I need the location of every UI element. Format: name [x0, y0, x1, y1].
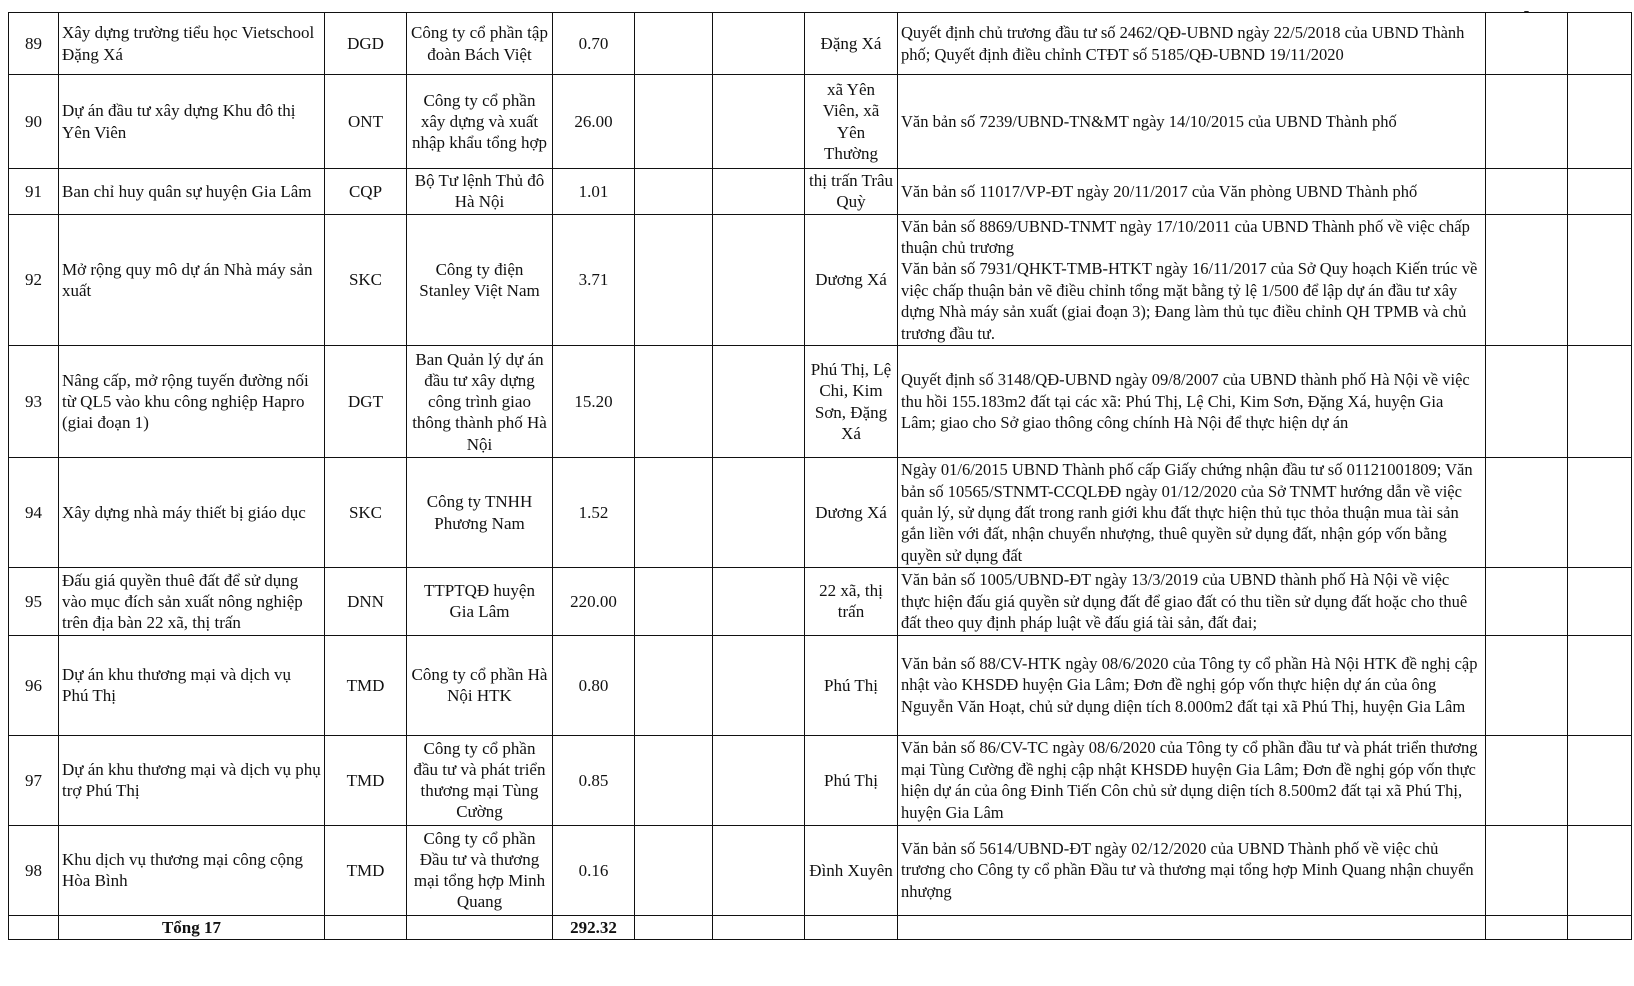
empty-cell: [1568, 169, 1632, 215]
row-number-cell: 92: [9, 214, 59, 346]
area-cell: 0.80: [553, 635, 635, 735]
table-row: [9, 346, 1632, 458]
empty-cell: [1568, 635, 1632, 735]
table-row: [9, 458, 1632, 568]
empty-cell: [1568, 214, 1632, 346]
note-cell: [1486, 458, 1568, 568]
row-number-cell: 95: [9, 568, 59, 635]
land-code-cell: DNN: [325, 568, 407, 635]
empty-cell: [407, 915, 553, 939]
note-cell: [1486, 169, 1568, 215]
note-cell: [1486, 75, 1568, 169]
location-cell: xã Yên Viên, xã Yên Thường: [805, 75, 898, 169]
land-code-cell: DGD: [325, 13, 407, 75]
legal-document-cell: Văn bản số 7239/UBND-TN&MT ngày 14/10/2015 của UBND Thành phố: [898, 75, 1486, 169]
note-cell: [1486, 825, 1568, 915]
area-cell: 1.01: [553, 169, 635, 215]
empty-cell: [635, 735, 713, 825]
area-cell: 0.70: [553, 13, 635, 75]
note-mark: -: [1523, 1, 1530, 20]
table-body: [9, 1, 1632, 940]
empty-cell: [635, 214, 713, 346]
location-cell: Dương Xá: [805, 458, 898, 568]
empty-cell: [635, 75, 713, 169]
land-code-cell: TMD: [325, 635, 407, 735]
row-number-cell: 93: [9, 346, 59, 458]
note-cell: [1486, 568, 1568, 635]
investor-cell: Công ty cổ phần đầu tư và phát triển thương mại Tùng Cường: [407, 735, 553, 825]
location-cell: Đình Xuyên: [805, 825, 898, 915]
row-number-cell: 89: [9, 13, 59, 75]
note-cell: [1486, 1, 1568, 75]
table-row: [9, 169, 1632, 215]
table-row: [9, 568, 1632, 635]
project-name-cell: Xây dựng nhà máy thiết bị giáo dục: [59, 458, 325, 568]
empty-cell: [713, 214, 805, 346]
table-row: [9, 735, 1632, 825]
empty-cell: [635, 568, 713, 635]
empty-cell: [635, 458, 713, 568]
area-cell: 0.16: [553, 825, 635, 915]
land-code-cell: ONT: [325, 75, 407, 169]
project-name-cell: Nâng cấp, mở rộng tuyến đường nối từ QL5 vào khu công nghiệp Hapro (giai đoạn 1): [59, 346, 325, 458]
empty-cell: [713, 735, 805, 825]
legal-document-cell: Văn bản số 86/CV-TC ngày 08/6/2020 của Tông ty cổ phần đầu tư và phát triển thương mại Tùng Cường đề nghị cập nhật KHSDĐ huyện Gia Lâm; Đơn đề nghị góp vốn thực hiện dự án của ông Đinh Tiến Côn chủ sử dụng diện tích 8.500m2 đất tại xã Phú Thị, huyện Gia Lâm: [898, 735, 1486, 825]
empty-cell: [1568, 75, 1632, 169]
empty-cell: [713, 169, 805, 215]
row-number-cell: 96: [9, 635, 59, 735]
note-cell: [1486, 635, 1568, 735]
row-number-cell: 98: [9, 825, 59, 915]
land-code-cell: SKC: [325, 214, 407, 346]
empty-cell: [1568, 735, 1632, 825]
legal-document-cell: Quyết định số 3148/QĐ-UBND ngày 09/8/2007 của UBND thành phố Hà Nội về việc thu hồi 155.183m2 đất tại các xã: Phú Thị, Lệ Chi, Kim Sơn, Đặng Xá, huyện Gia Lâm; giao cho Sở giao thông công chính Hà Nội để thực hiện dự án: [898, 346, 1486, 458]
area-cell: 220.00: [553, 568, 635, 635]
empty-cell: [635, 915, 713, 939]
empty-cell: [635, 635, 713, 735]
empty-cell: [1486, 915, 1568, 939]
land-code-cell: CQP: [325, 169, 407, 215]
note-cell: [1486, 735, 1568, 825]
legal-document-cell: Quyết định chủ trương đầu tư số 2462/QĐ-UBND ngày 22/5/2018 của UBND Thành phố; Quyết định điều chỉnh CTĐT số 5185/QĐ-UBND 19/11/2020: [898, 13, 1486, 75]
legal-document-cell: Văn bản số 1005/UBND-ĐT ngày 13/3/2019 của UBND thành phố Hà Nội về việc thực hiện đấu giá quyền sử dụng đất để giao đất có thu tiền sử dụng đất hoặc cho thuê đất theo quy định pháp luật về đấu giá tài sản, đất đai;: [898, 568, 1486, 635]
empty-cell: [1568, 568, 1632, 635]
investor-cell: Công ty cổ phần xây dựng và xuất nhập khẩu tổng hợp: [407, 75, 553, 169]
empty-cell: [1568, 825, 1632, 915]
land-code-cell: TMD: [325, 825, 407, 915]
empty-cell: [1568, 346, 1632, 458]
location-cell: Phú Thị: [805, 735, 898, 825]
project-name-cell: Dự án khu thương mại và dịch vụ Phú Thị: [59, 635, 325, 735]
location-cell: thị trấn Trâu Quỳ: [805, 169, 898, 215]
area-cell: 15.20: [553, 346, 635, 458]
legal-document-cell: Văn bản số 5614/UBND-ĐT ngày 02/12/2020 của UBND Thành phố về việc chủ trương cho Công ty cổ phần Đầu tư và thương mại tổng hợp Minh Quang nhận chuyển nhượng: [898, 825, 1486, 915]
land-code-cell: DGT: [325, 346, 407, 458]
empty-cell: [1568, 13, 1632, 75]
empty-cell: [713, 568, 805, 635]
project-name-cell: Ban chỉ huy quân sự huyện Gia Lâm: [59, 169, 325, 215]
investor-cell: Công ty điện Stanley Việt Nam: [407, 214, 553, 346]
empty-cell: [713, 915, 805, 939]
empty-cell: [713, 635, 805, 735]
empty-cell: [713, 458, 805, 568]
empty-cell: [635, 13, 713, 75]
note-cell: [1486, 214, 1568, 346]
location-cell: Phú Thị: [805, 635, 898, 735]
empty-cell: [325, 915, 407, 939]
note-cell: [1486, 346, 1568, 458]
investor-cell: Công ty cổ phần Đầu tư và thương mại tổng hợp Minh Quang: [407, 825, 553, 915]
investor-cell: Công ty cổ phần Hà Nội HTK: [407, 635, 553, 735]
row-number-cell: 97: [9, 735, 59, 825]
project-name-cell: Mở rộng quy mô dự án Nhà máy sản xuất: [59, 214, 325, 346]
project-name-cell: Xây dựng trường tiểu học Vietschool Đặng Xá: [59, 13, 325, 75]
area-cell: 26.00: [553, 75, 635, 169]
total-row: [9, 915, 1632, 939]
empty-cell: [713, 346, 805, 458]
empty-cell: [635, 825, 713, 915]
empty-cell: [9, 915, 59, 939]
location-cell: 22 xã, thị trấn: [805, 568, 898, 635]
empty-cell: [713, 13, 805, 75]
table-row: [9, 635, 1632, 735]
investor-cell: TTPTQĐ huyện Gia Lâm: [407, 568, 553, 635]
legal-document-cell: Văn bản số 11017/VP-ĐT ngày 20/11/2017 của Văn phòng UBND Thành phố: [898, 169, 1486, 215]
empty-cell: [1568, 915, 1632, 939]
area-cell: 3.71: [553, 214, 635, 346]
land-code-cell: SKC: [325, 458, 407, 568]
land-code-cell: TMD: [325, 735, 407, 825]
empty-cell: [713, 825, 805, 915]
table-row: [9, 75, 1632, 169]
table-row: [9, 13, 1632, 75]
location-cell: Phú Thị, Lệ Chi, Kim Sơn, Đặng Xá: [805, 346, 898, 458]
table-row: [9, 214, 1632, 346]
row-number-cell: 91: [9, 169, 59, 215]
investor-cell: Ban Quản lý dự án đầu tư xây dựng công trình giao thông thành phố Hà Nội: [407, 346, 553, 458]
empty-cell: [635, 346, 713, 458]
project-name-cell: Khu dịch vụ thương mại công cộng Hòa Bình: [59, 825, 325, 915]
location-cell: Đặng Xá: [805, 13, 898, 75]
empty-cell: [1568, 458, 1632, 568]
area-cell: 1.52: [553, 458, 635, 568]
area-cell: 0.85: [553, 735, 635, 825]
location-cell: Dương Xá: [805, 214, 898, 346]
empty-cell: [635, 169, 713, 215]
legal-document-cell: Văn bản số 8869/UBND-TNMT ngày 17/10/2011 của UBND Thành phố về việc chấp thuận chủ trương Văn bản số 7931/QHKT-TMB-HTKT ngày 16/11/2017 của Sở Quy hoạch Kiến trúc về việc chấp thuận bản vẽ điều chỉnh tổng mặt bằng tỷ lệ 1/500 để lập dự án đầu tư xây dựng Nhà máy sản xuất (giai đoạn 3); Đang làm thủ tục điều chỉnh QH TPMB và chủ trương đầu tư.: [898, 214, 1486, 346]
empty-cell: [898, 915, 1486, 939]
row-number-cell: 94: [9, 458, 59, 568]
legal-document-cell: Văn bản số 88/CV-HTK ngày 08/6/2020 của Tông ty cổ phần Hà Nội HTK đề nghị cập nhật vào KHSDĐ huyện Gia Lâm; Đơn đề nghị góp vốn thực hiện dự án của ông Nguyễn Văn Hoạt, chủ sử dụng diện tích 8.000m2 đất tại xã Phú Thị, huyện Gia Lâm: [898, 635, 1486, 735]
total-label-cell: Tổng 17: [59, 915, 325, 939]
project-name-cell: Đấu giá quyền thuê đất để sử dụng vào mục đích sản xuất nông nghiệp trên địa bàn 22 xã, thị trấn: [59, 568, 325, 635]
project-name-cell: Dự án đầu tư xây dựng Khu đô thị Yên Viên: [59, 75, 325, 169]
investor-cell: Công ty TNHH Phương Nam: [407, 458, 553, 568]
investor-cell: Bộ Tư lệnh Thủ đô Hà Nội: [407, 169, 553, 215]
total-area-cell: 292.32: [553, 915, 635, 939]
investor-cell: Công ty cổ phần tập đoàn Bách Việt: [407, 13, 553, 75]
project-name-cell: Dự án khu thương mại và dịch vụ phụ trợ Phú Thị: [59, 735, 325, 825]
row-number-cell: 90: [9, 75, 59, 169]
legal-document-cell: Ngày 01/6/2015 UBND Thành phố cấp Giấy chứng nhận đầu tư số 01121001809; Văn bản số 10565/STNMT-CCQLĐĐ ngày 01/12/2020 của Sở TNMT hướng dẫn về việc quản lý, sử dụng đất trong ranh giới khu đất thực hiện thủ tục thỏa thuận mua tài sản gắn liền với đất, nhận chuyển nhượng, thuê quyền sử dụng đất, nhận góp vốn bằng quyền sử dụng đất: [898, 458, 1486, 568]
empty-cell: [713, 75, 805, 169]
table-row: [9, 825, 1632, 915]
empty-cell: [805, 915, 898, 939]
land-use-projects-table: [8, 1, 1632, 940]
